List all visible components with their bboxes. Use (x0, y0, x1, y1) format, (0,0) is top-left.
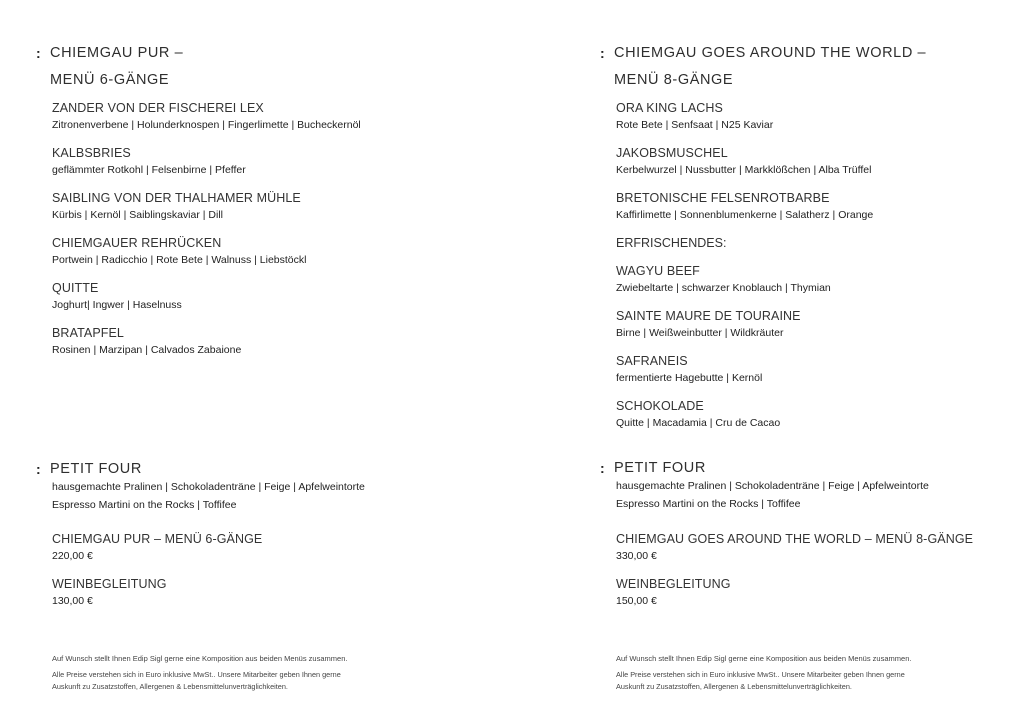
course-item (616, 263, 873, 297)
course-description: Rosinen | Marzipan | Calvados Zabaione (52, 344, 242, 356)
course-name: SAIBLING VON DER THALHAMER MÜHLE (52, 191, 301, 205)
price-label: WEINBEGLEITUNG (52, 577, 167, 591)
price-value: 130,00 € (52, 595, 93, 607)
price-item (52, 531, 262, 565)
course-name: QUITTE (52, 281, 99, 295)
menu-column-right (600, 0, 1024, 717)
course-description: Kürbis | Kernöl | Saiblingskaviar | Dill (52, 209, 223, 221)
menu-title (36, 40, 183, 94)
footer-note: Auf Wunsch stellt Ihnen Edip Sigl gerne eine Komposition aus beiden Menüs zusammen. (616, 654, 912, 663)
course-description: Kerbelwurzel | Nussbutter | Markklößchen | Alba Trüffel (616, 164, 872, 176)
course-list (52, 100, 361, 370)
price-item (616, 531, 973, 565)
course-description: Zitronenverbene | Holunderknospen | Fingerlimette | Bucheckernöl (52, 119, 361, 131)
footer-note: Auf Wunsch stellt Ihnen Edip Sigl gerne eine Komposition aus beiden Menüs zusammen. (52, 654, 348, 663)
course-name: SAINTE MAURE DE TOURAINE (616, 309, 801, 323)
course-description: Rote Bete | Senfsaat | N25 Kaviar (616, 119, 774, 131)
petit-four-title (600, 458, 929, 478)
petit-four-line: hausgemachte Pralinen | Schokoladenträne | Feige | Apfelweintorte (52, 481, 365, 493)
colon-bullet-icon: : (36, 45, 42, 61)
colon-bullet-icon: : (600, 460, 606, 476)
course-name: ORA KING LACHS (616, 101, 723, 115)
price-list (616, 531, 973, 621)
price-item (616, 576, 973, 610)
menu-title-line1: CHIEMGAU GOES AROUND THE WORLD – (614, 45, 927, 61)
course-description: Birne | Weißweinbutter | Wildkräuter (616, 327, 784, 339)
price-label: CHIEMGAU PUR – MENÜ 6-GÄNGE (52, 532, 263, 546)
course-description: Joghurt| Ingwer | Haselnuss (52, 299, 182, 311)
course-item (616, 353, 873, 387)
petit-four-heading: PETIT FOUR (614, 460, 706, 476)
course-description: geflämmter Rotkohl | Felsenbirne | Pfeffer (52, 164, 246, 176)
menu-title-line1: CHIEMGAU PUR – (50, 45, 184, 61)
course-item (616, 308, 873, 342)
footer-legal-line: Auskunft zu Zusatzstoffen, Allergenen & Lebensmittelunverträglichkeiten. (616, 682, 852, 691)
petit-four-section (36, 459, 365, 514)
petit-four-heading: PETIT FOUR (50, 461, 142, 477)
menu-title-line2: MENÜ 8-GÄNGE (614, 72, 734, 88)
course-name: ZANDER VON DER FISCHEREI LEX (52, 101, 264, 115)
course-name: SAFRANEIS (616, 354, 688, 368)
course-description: Kaffirlimette | Sonnenblumenkerne | Salatherz | Orange (616, 209, 874, 221)
course-name: SCHOKOLADE (616, 399, 704, 413)
course-item (52, 100, 361, 134)
petit-four-title (36, 459, 365, 479)
course-description: Zwiebeltarte | schwarzer Knoblauch | Thymian (616, 282, 831, 294)
course-item (616, 100, 873, 134)
course-interlude: ERFRISCHENDES: (616, 236, 727, 250)
price-label: CHIEMGAU GOES AROUND THE WORLD – MENÜ 8-GÄNGE (616, 532, 974, 546)
petit-four-line: Espresso Martini on the Rocks | Toffifee (52, 498, 237, 511)
footer-legal-line: Auskunft zu Zusatzstoffen, Allergenen & Lebensmittelunverträglichkeiten. (52, 682, 288, 691)
price-label: WEINBEGLEITUNG (616, 577, 731, 591)
course-name: KALBSBRIES (52, 146, 131, 160)
course-description: Portwein | Radicchio | Rote Bete | Walnuss | Liebstöckl (52, 254, 307, 266)
footer-notes (52, 653, 452, 693)
course-description: Quitte | Macadamia | Cru de Cacao (616, 417, 781, 429)
colon-bullet-icon: : (600, 45, 606, 61)
course-name: CHIEMGAUER REHRÜCKEN (52, 236, 222, 250)
course-name: BRATAPFEL (52, 326, 124, 340)
course-item (616, 145, 873, 179)
course-item (52, 325, 361, 359)
course-item (52, 235, 361, 269)
course-name: BRETONISCHE FELSENROTBARBE (616, 191, 830, 205)
footer-notes (616, 653, 1016, 693)
menu-title (600, 40, 926, 94)
course-name: WAGYU BEEF (616, 264, 700, 278)
price-list (52, 531, 262, 621)
price-value: 220,00 € (52, 550, 93, 562)
price-value: 150,00 € (616, 595, 657, 607)
price-value: 330,00 € (616, 550, 657, 562)
course-list (616, 100, 873, 443)
footer-legal-line: Alle Preise verstehen sich in Euro inklusive MwSt.. Unsere Mitarbeiter geben Ihnen gerne (52, 670, 341, 679)
course-item (616, 190, 873, 224)
petit-four-line: hausgemachte Pralinen | Schokoladenträne | Feige | Apfelweintorte (616, 480, 929, 492)
course-name: JAKOBSMUSCHEL (616, 146, 728, 160)
course-item (616, 398, 873, 432)
menu-column-left (36, 0, 476, 717)
course-item (52, 190, 361, 224)
course-item (52, 280, 361, 314)
footer-legal-line: Alle Preise verstehen sich in Euro inklusive MwSt.. Unsere Mitarbeiter geben Ihnen gerne (616, 670, 905, 679)
petit-four-section (600, 458, 929, 513)
petit-four-line: Espresso Martini on the Rocks | Toffifee (616, 497, 801, 510)
price-item (52, 576, 262, 610)
course-description: fermentierte Hagebutte | Kernöl (616, 372, 763, 384)
colon-bullet-icon: : (36, 461, 42, 477)
menu-title-line2: MENÜ 6-GÄNGE (50, 72, 170, 88)
course-item (52, 145, 361, 179)
